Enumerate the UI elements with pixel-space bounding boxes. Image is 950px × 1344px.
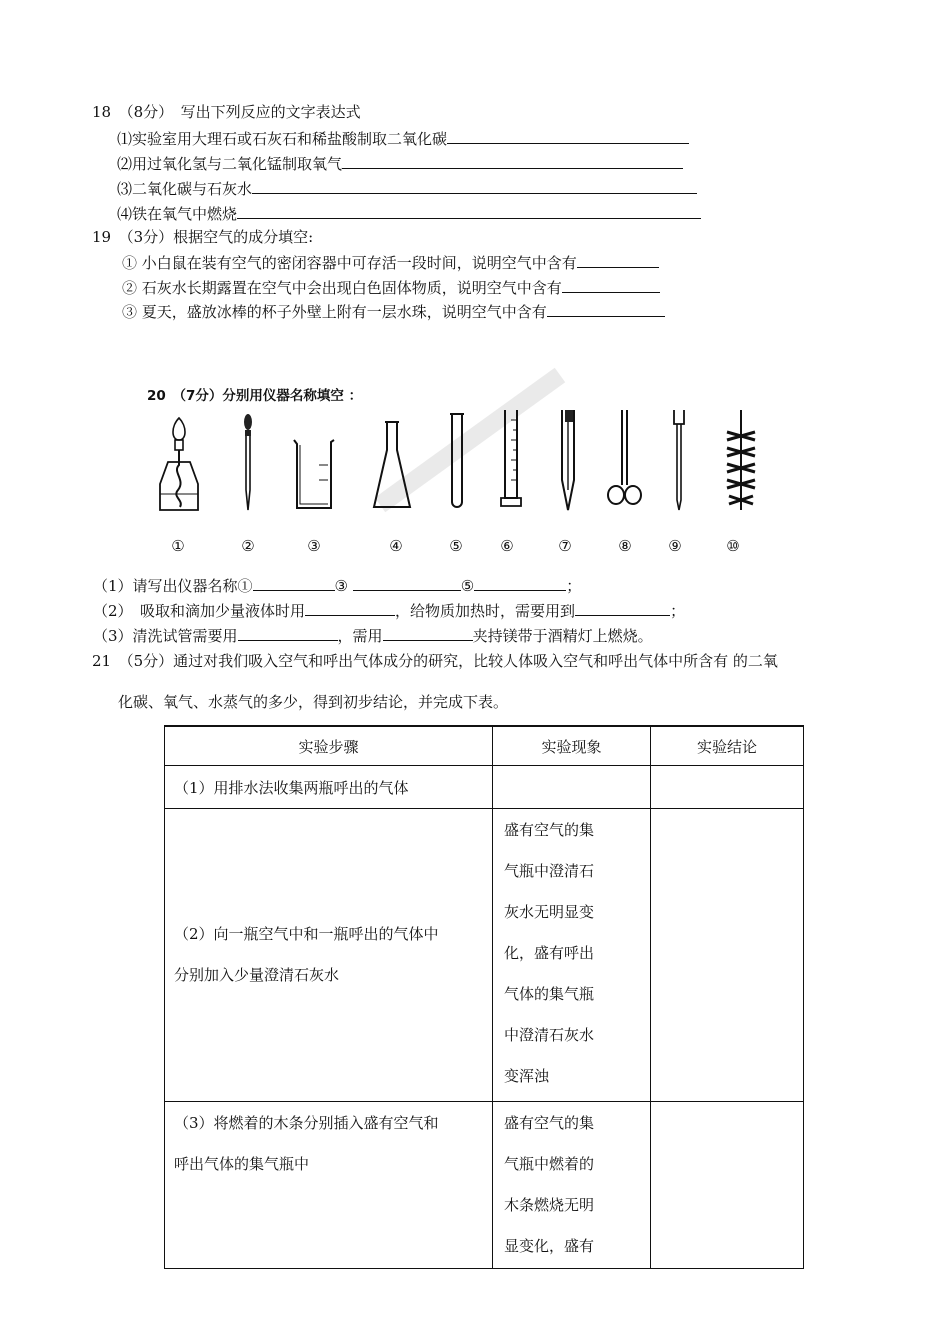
conical-flask-icon bbox=[372, 410, 412, 515]
q20-line-1: （1）请写出仪器名称① ③ ⑤ ； bbox=[93, 577, 582, 595]
q18-item-4: ⑷铁在氧气中燃烧 bbox=[117, 203, 701, 224]
instrument-number: ⑤ bbox=[449, 537, 463, 555]
q18-item-3: ⑶二氧化碳与石灰水 bbox=[117, 178, 697, 199]
answer-blank[interactable] bbox=[305, 600, 395, 616]
phenomenon-cell[interactable] bbox=[493, 766, 651, 809]
q18-item-2: ⑵用过氧化氢与二氧化锰制取氧气 bbox=[117, 153, 683, 174]
conclusion-cell[interactable] bbox=[651, 1102, 804, 1269]
instrument-number: ③ bbox=[307, 537, 321, 555]
q20-header: 20 （7分）分别用仪器名称填空 ： bbox=[147, 388, 363, 404]
q19-item-2: ② 石灰水长期露置在空气中会出现白色固体物质，说明空气中含有 bbox=[122, 277, 660, 298]
step-cell: （3）将燃着的木条分别插入盛有空气和 呼出气体的集气瓶中 bbox=[165, 1102, 493, 1269]
table-row bbox=[165, 1102, 804, 1269]
phenomenon-cell: 盛有空气的集 气瓶中澄清石 灰水无明显变 化，盛有呼出 气体的集气瓶 中澄清石灰水 变浑浊 bbox=[493, 809, 651, 1102]
instrument-number: ⑧ bbox=[618, 537, 632, 555]
answer-blank[interactable] bbox=[252, 178, 697, 194]
dropper-icon bbox=[238, 410, 258, 515]
answer-blank[interactable] bbox=[353, 575, 461, 591]
column-header-steps: 实验步骤 bbox=[165, 726, 493, 766]
alcohol-lamp-icon bbox=[158, 410, 200, 515]
column-header-conclusion: 实验结论 bbox=[651, 726, 804, 766]
beaker-icon bbox=[291, 410, 337, 515]
conclusion-cell[interactable] bbox=[651, 766, 804, 809]
q21-intro-line-1: 21 （5分）通过对我们吸入空气和呼出气体成分的研究，比较人体吸入空气和呼出气体中所含有 的二氧 bbox=[92, 652, 778, 670]
answer-blank[interactable] bbox=[562, 277, 660, 293]
answer-blank[interactable] bbox=[383, 625, 473, 641]
step-cell: （2）向一瓶空气中和一瓶呼出的气体中 分别加入少量澄清石灰水 bbox=[165, 809, 493, 1102]
q19-item-1: ① 小白鼠在装有空气的密闭容器中可存活一段时间，说明空气中含有 bbox=[122, 252, 659, 273]
conclusion-cell[interactable] bbox=[651, 809, 804, 1102]
answer-blank[interactable] bbox=[342, 153, 683, 169]
q18-item-1: ⑴实验室用大理石或石灰石和稀盐酸制取二氧化碳 bbox=[117, 128, 689, 149]
table-row bbox=[165, 809, 804, 1102]
instrument-number: ⑥ bbox=[500, 537, 514, 555]
answer-blank[interactable] bbox=[237, 203, 701, 219]
experiment-table bbox=[164, 725, 804, 1269]
answer-blank[interactable] bbox=[447, 128, 689, 144]
crucible-tongs-icon bbox=[604, 410, 644, 515]
graduated-cylinder-icon bbox=[500, 410, 522, 515]
answer-blank[interactable] bbox=[577, 252, 659, 268]
q20-line-2: （2） 吸取和滴加少量液体时用 ，给物质加热时，需要用到 ； bbox=[93, 602, 686, 620]
table-header-row bbox=[165, 726, 804, 766]
instrument-number: ① bbox=[171, 537, 185, 555]
instrument-number: ⑦ bbox=[558, 537, 572, 555]
q18-header: 18 （8分） 写出下列反应的文字表达式 bbox=[92, 103, 361, 121]
q19-item-3: ③ 夏天，盛放冰棒的杯子外壁上附有一层水珠，说明空气中含有 bbox=[122, 301, 665, 322]
pipette-icon bbox=[670, 410, 688, 515]
answer-blank[interactable] bbox=[547, 301, 665, 317]
instrument-number: ④ bbox=[389, 537, 403, 555]
column-header-phenomenon: 实验现象 bbox=[493, 726, 651, 766]
answer-blank[interactable] bbox=[474, 575, 566, 591]
instrument-number: ⑨ bbox=[668, 537, 682, 555]
instrument-number: ⑩ bbox=[726, 537, 740, 555]
q20-line-3: （3）清洗试管需要用 ，需用 夹持镁带于酒精灯上燃烧。 bbox=[93, 627, 653, 645]
test-tube-holder-icon bbox=[557, 410, 579, 515]
q21-intro-line-2: 化碳、氧气、水蒸气的多少，得到初步结论，并完成下表。 bbox=[118, 693, 509, 711]
test-tube-brush-icon bbox=[723, 410, 759, 515]
answer-blank[interactable] bbox=[575, 600, 670, 616]
phenomenon-cell: 盛有空气的集 气瓶中燃着的 木条燃烧无明 显变化，盛有 bbox=[493, 1102, 651, 1269]
answer-blank[interactable] bbox=[253, 575, 335, 591]
q19-header: 19 （3分）根据空气的成分填空: bbox=[92, 228, 314, 246]
table-row bbox=[165, 766, 804, 809]
answer-blank[interactable] bbox=[238, 625, 338, 641]
test-tube-icon bbox=[447, 410, 467, 515]
step-cell: （1）用排水法收集两瓶呼出的气体 bbox=[165, 766, 493, 809]
instrument-number: ② bbox=[241, 537, 255, 555]
